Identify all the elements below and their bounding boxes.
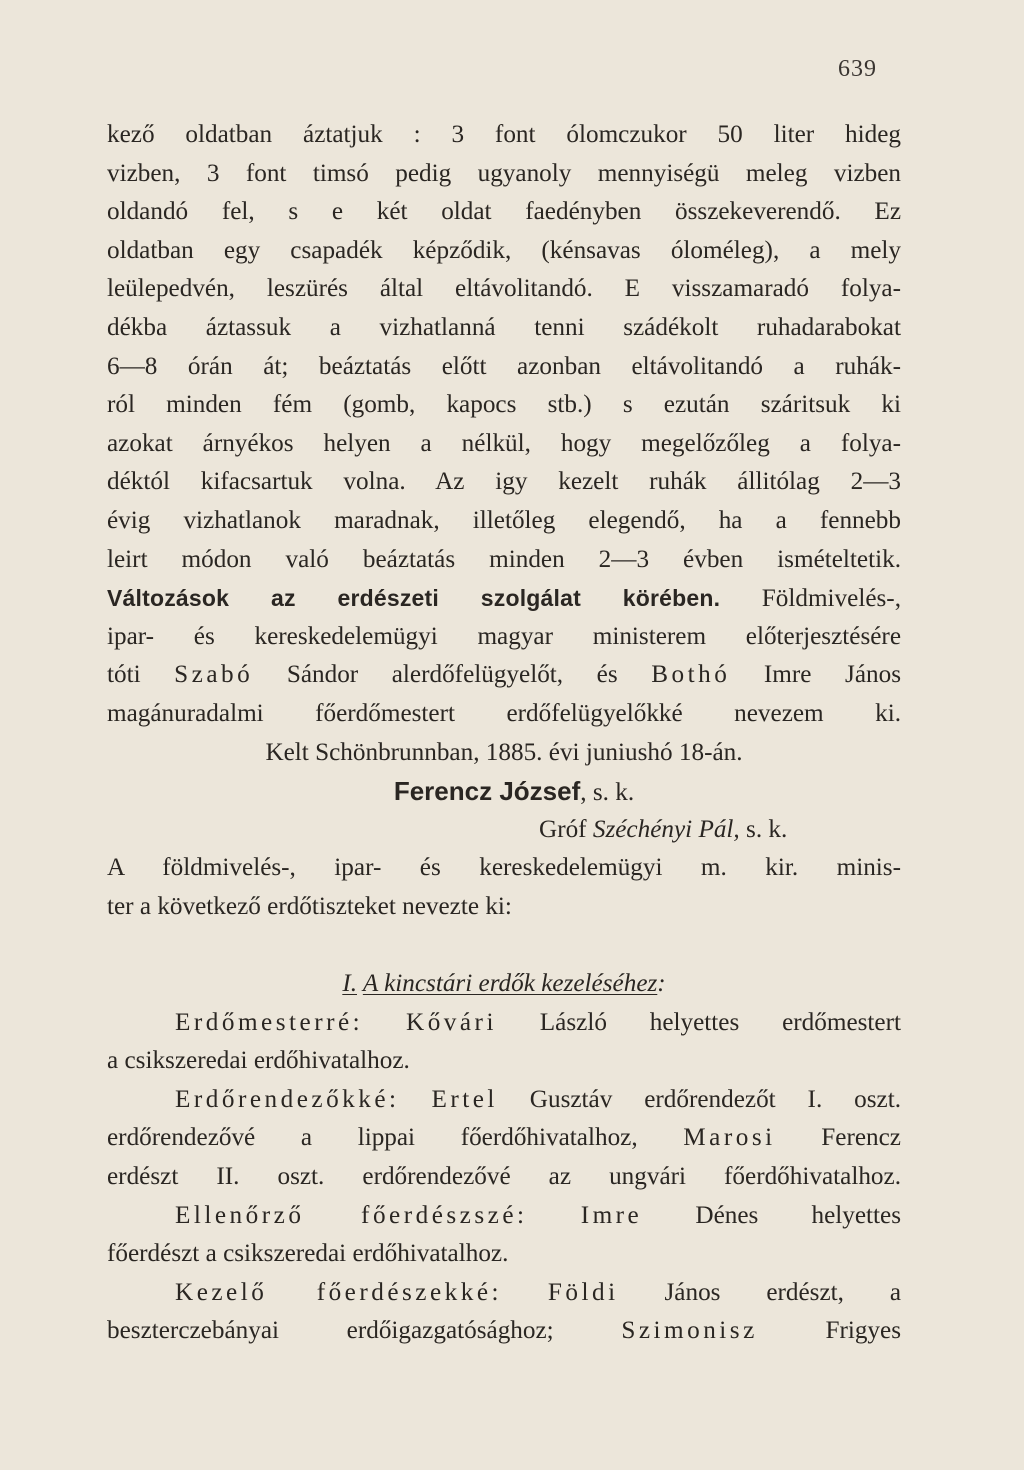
appointment-line: [107, 1004, 901, 1043]
person-name: Imre: [580, 1201, 643, 1229]
text-line: [107, 1119, 901, 1158]
text-line: magánuradalmi főerdőmestert erdőfelügyelőkké nevezem ki.: [107, 699, 901, 727]
text-line: [107, 656, 901, 695]
section-heading: Változások az erdészeti szolgálat körében.: [107, 585, 721, 612]
text-fragment: Dénes helyettes: [695, 1201, 902, 1229]
page-number: 639: [838, 56, 877, 82]
text-line: ipar- és kereskedelemügyi magyar ministerem előterjesztésére: [107, 622, 901, 650]
signature-name: Ferencz József: [393, 776, 581, 807]
text-fragment: Sándor alerdőfelügyelőt, és: [286, 661, 618, 689]
signature-king: [107, 772, 901, 811]
text-fragment: János erdészt, a: [664, 1278, 902, 1306]
subheading-number: I.: [342, 970, 357, 998]
text-line: dékba áztassuk a vizhatlanná tenni szádékolt ruhadarabokat: [107, 313, 901, 341]
text-line: a csikszeredai erdőhivatalhoz.: [107, 1047, 410, 1075]
signature-suffix: s. k.: [746, 815, 788, 843]
subheading-colon: :: [657, 970, 666, 998]
text-line: A földmivelés-, ipar- és kereskedelemügyi m. kir. minis-: [107, 854, 901, 882]
text-line: [107, 1312, 901, 1351]
text-fragment: Földmivelés-,: [761, 585, 901, 613]
text-line: déktól kifacsartuk volna. Az igy kezelt ruhák állitólag 2—3: [107, 468, 901, 496]
text-line: ról minden fém (gomb, kapocs stb.) s ezután száritsuk ki: [107, 391, 901, 419]
text-line: főerdészt a csikszeredai erdőhivatalhoz.: [107, 1240, 509, 1268]
appointment-line: [107, 1274, 901, 1313]
signature-prefix: Gróf: [539, 815, 587, 843]
text-line: leülepedvén, leszürés által eltávolitandó. E visszamaradó folya-: [107, 275, 901, 303]
person-name: Bothó: [651, 661, 731, 689]
text-line: oldatban egy csapadék képződik, (kénsavas óloméleg), a mely: [107, 236, 901, 264]
appointment-line: [107, 1197, 901, 1236]
signature-name: Széchényi Pál,: [592, 815, 740, 843]
appointment-title: Erdőmesterré:: [175, 1008, 364, 1036]
text-fragment: Ferencz: [821, 1124, 901, 1152]
spacer: [107, 926, 901, 965]
signature-minister: [107, 811, 901, 850]
text-line: kező oldatban áztatjuk : 3 font ólomczukor 50 liter hideg: [107, 121, 901, 148]
page-body: [107, 116, 901, 1351]
section-heading-line: [107, 579, 901, 618]
person-name: Földi: [547, 1278, 619, 1306]
text-line: leirt módon való beáztatás minden 2—3 évben ismételtetik.: [107, 545, 901, 573]
text-line: oldandó fel, s e két oldat faedényben összekeverendő. Ez: [107, 198, 901, 226]
subheading: [107, 965, 901, 1004]
text-line: vizben, 3 font timsó pedig ugyanoly mennyiségü meleg vizben: [107, 159, 901, 187]
text-line: azokat árnyékos helyen a nélkül, hogy megelőzőleg a folya-: [107, 429, 901, 457]
dateline: Kelt Schönbrunnban, 1885. évi juniushó 18-án.: [265, 738, 743, 766]
text-fragment: erdőrendezővé a lippai főerdőhivatalhoz,: [107, 1124, 638, 1152]
person-name: Szimonisz: [621, 1317, 758, 1345]
text-line: erdészt II. oszt. erdőrendezővé az ungvári főerdőhivatalhoz.: [107, 1163, 901, 1191]
text-fragment: tóti: [107, 661, 141, 689]
person-name: Szabó: [174, 661, 254, 689]
text-fragment: beszterczebányai erdőigazgatósághoz;: [107, 1317, 554, 1345]
appointment-title: Kezelő főerdészekké:: [175, 1278, 503, 1306]
text-fragment: Gusztáv erdőrendezőt I. oszt.: [529, 1085, 901, 1113]
text-line: ter a következő erdőtiszteket nevezte ki:: [107, 892, 512, 920]
appointment-line: [107, 1081, 901, 1120]
person-name: Ertel: [431, 1085, 498, 1113]
text-fragment: Imre János: [763, 661, 901, 689]
person-name: Kővári: [406, 1008, 497, 1036]
text-line: évig vizhatlanok maradnak, illetőleg elegendő, ha a fennebb: [107, 506, 901, 534]
text-fragment: Frigyes: [825, 1317, 901, 1345]
appointment-title: Erdőrendezőkké:: [175, 1085, 400, 1113]
text-fragment: László helyettes erdőmestert: [539, 1008, 901, 1036]
subheading-text: A kincstári erdők kezeléséhez: [362, 970, 658, 998]
text-line: 6—8 órán át; beáztatás előtt azonban eltávolitandó a ruhák-: [107, 352, 901, 380]
signature-suffix: , s. k.: [580, 779, 635, 807]
person-name: Marosi: [683, 1124, 776, 1152]
appointment-title: Ellenőrző főerdészszé:: [175, 1201, 528, 1229]
